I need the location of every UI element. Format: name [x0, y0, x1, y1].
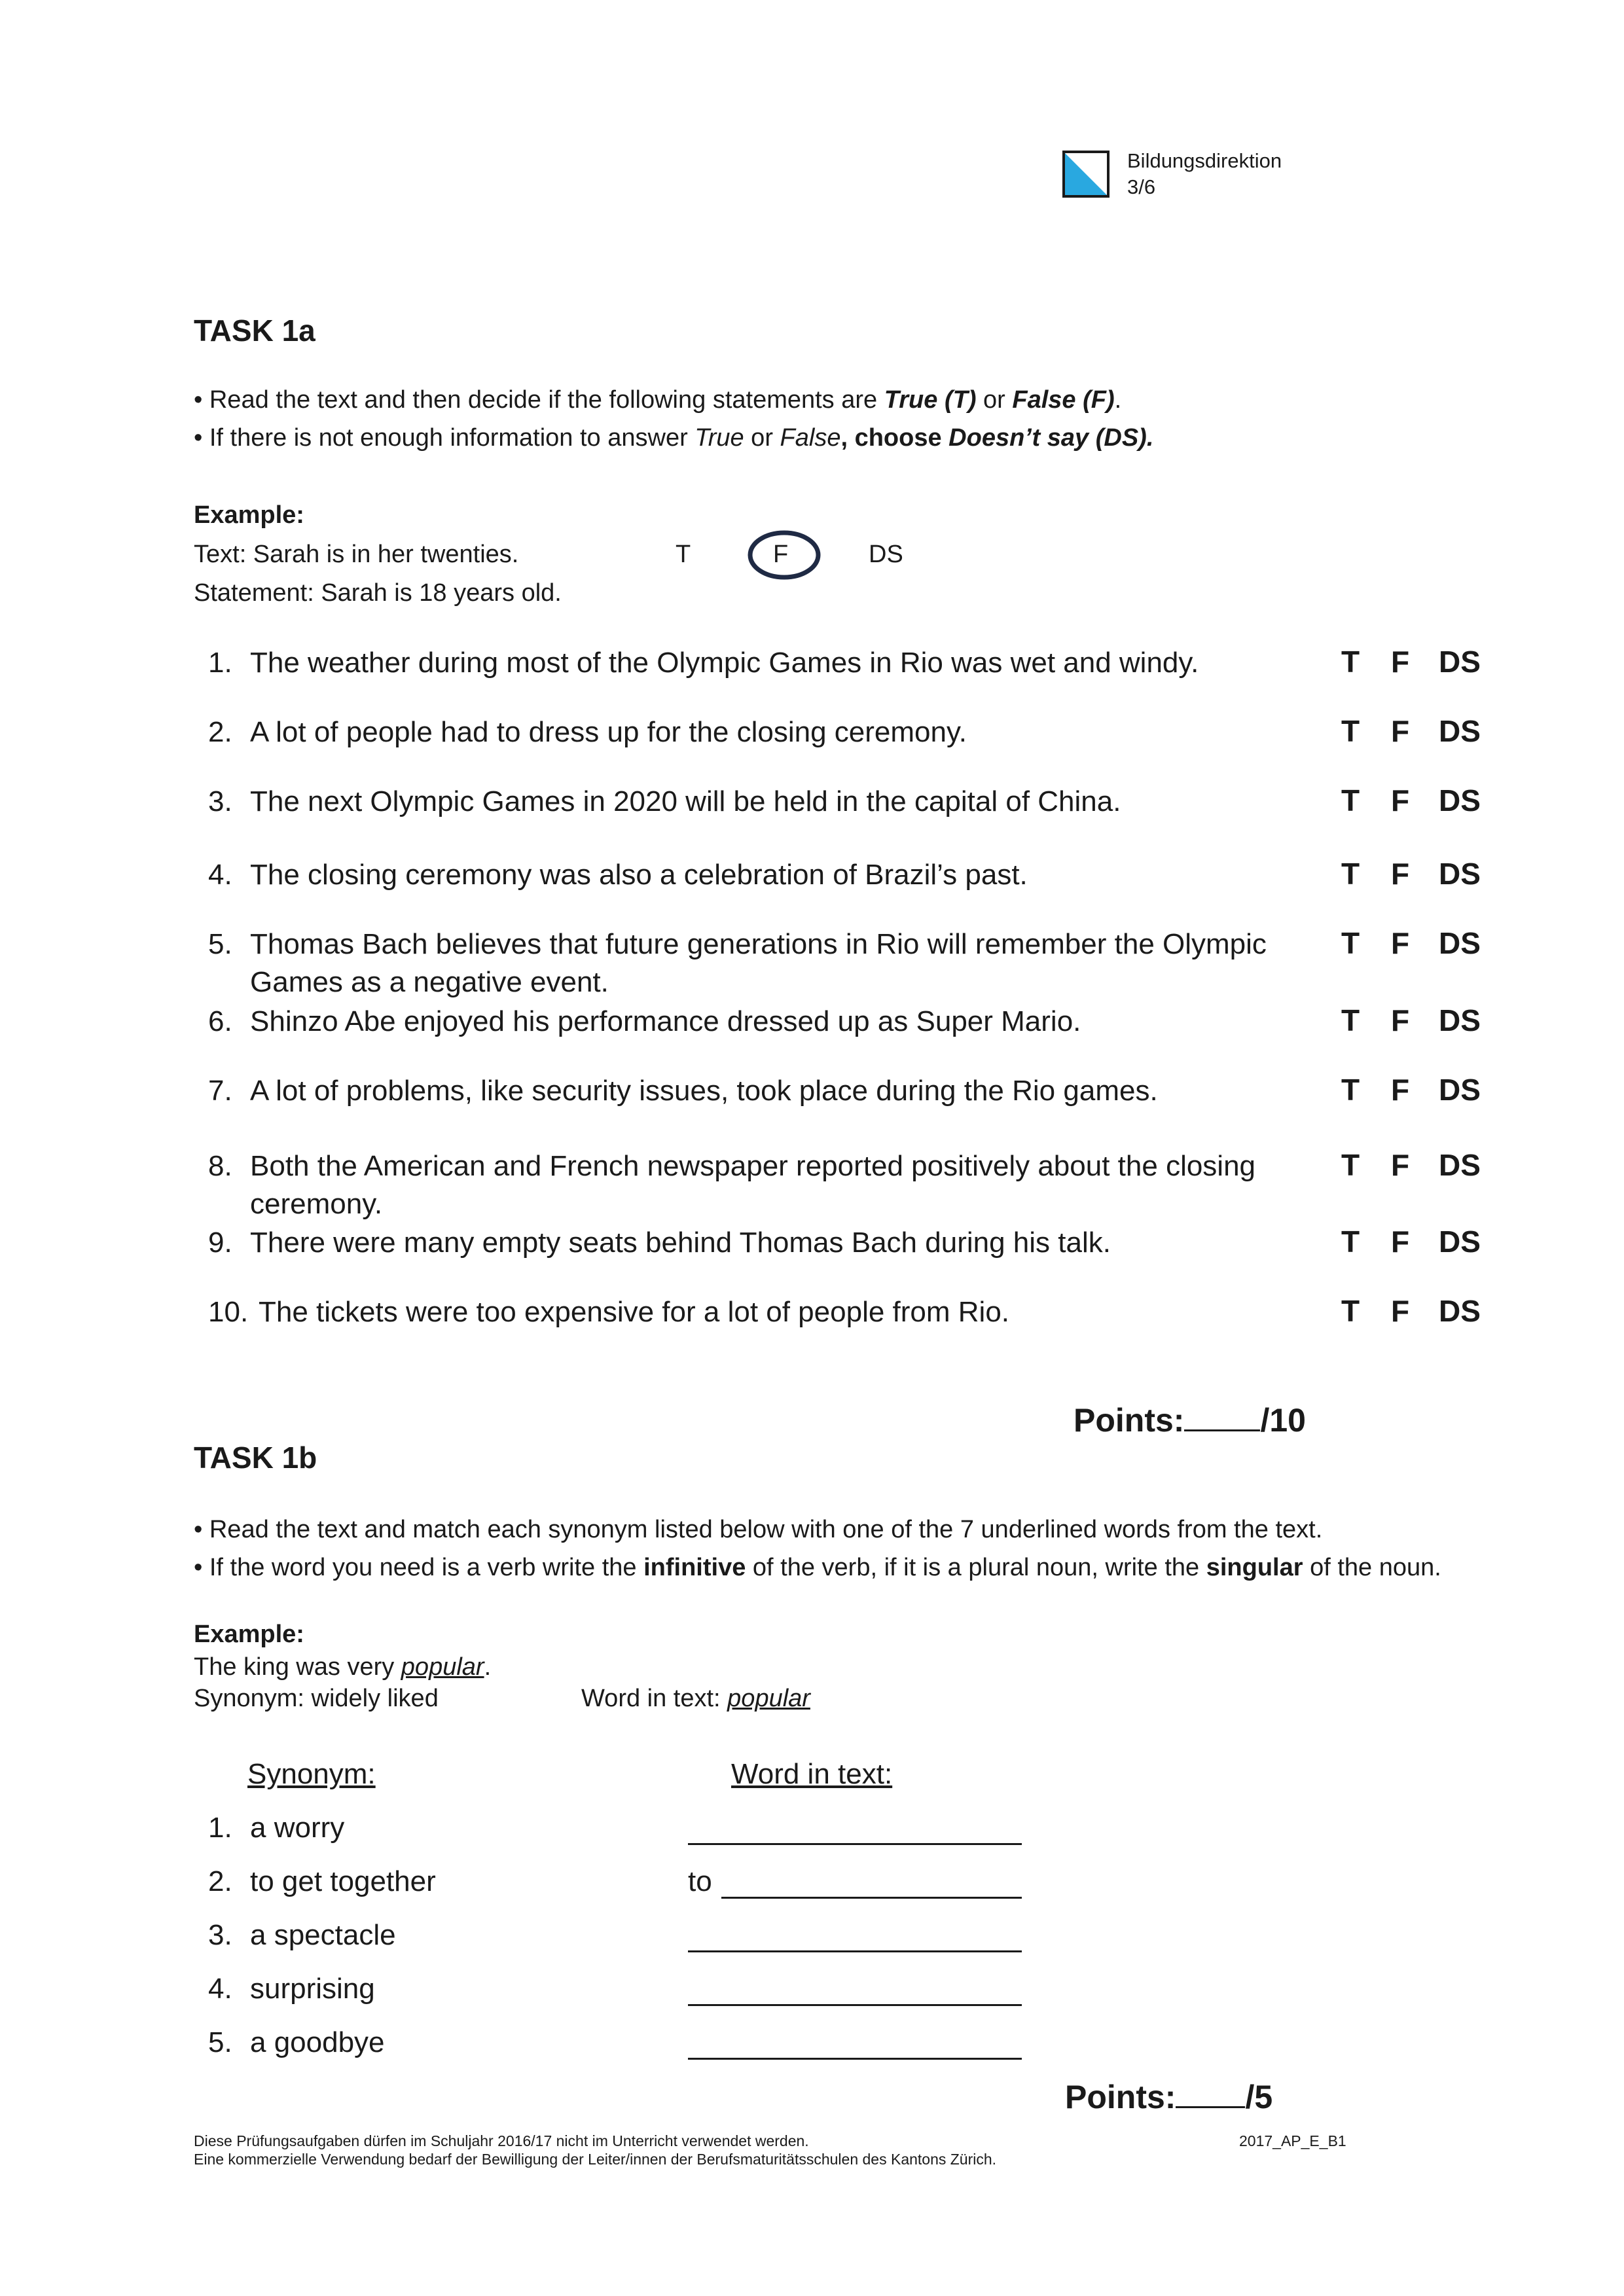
synonym-text: surprising: [250, 1973, 375, 2005]
answer-option-ds[interactable]: DS: [1439, 714, 1481, 748]
example-label: Example:: [194, 501, 304, 529]
example-option-t: T: [676, 541, 691, 568]
statement-number: 6.: [208, 1005, 232, 1037]
task-1b-example-synonym: Synonym: widely liked: [194, 1685, 439, 1712]
canton-zurich-logo: [1062, 151, 1110, 198]
synonym-text: a goodbye: [250, 2026, 385, 2058]
statement-text: The closing ceremony was also a celebration of Brazil’s past.: [250, 859, 1028, 891]
statement-text: The next Olympic Games in 2020 will be held in the capital of China.: [250, 785, 1121, 817]
answer-option-t[interactable]: T: [1341, 1148, 1360, 1182]
task-1a-title: TASK 1a: [194, 314, 316, 348]
answer-option-ds[interactable]: DS: [1439, 783, 1481, 817]
footer-line-1: Diese Prüfungsaufgaben dürfen im Schuljahr 2016/17 nicht im Unterricht verwendet werden.: [194, 2132, 809, 2149]
synonym-text: to get together: [250, 1865, 436, 1897]
statement-text: Shinzo Abe enjoyed his performance dressed up as Super Mario.: [250, 1005, 1081, 1037]
synonym-number: 4.: [208, 1973, 232, 2005]
answer-blank[interactable]: [688, 1843, 1022, 1845]
answer-blank[interactable]: [688, 2058, 1022, 2060]
example-statement: Statement: Sarah is 18 years old.: [194, 579, 562, 607]
example-answer-circle: [746, 529, 822, 581]
statement-text: A lot of problems, like security issues, took place during the Rio games.: [250, 1075, 1158, 1107]
statement-text-continued: Games as a negative event.: [250, 966, 609, 998]
synonym-text: a worry: [250, 1812, 345, 1844]
task-1a-points: Points: /10: [1074, 1402, 1306, 1439]
answer-option-f[interactable]: F: [1391, 783, 1410, 817]
answer-option-t[interactable]: T: [1341, 926, 1360, 960]
answer-option-t[interactable]: T: [1341, 1225, 1360, 1259]
answer-option-ds[interactable]: DS: [1439, 1148, 1481, 1182]
statement-text: The weather during most of the Olympic Games in Rio was wet and windy.: [250, 647, 1199, 679]
synonym-text: a spectacle: [250, 1919, 396, 1951]
answer-option-f[interactable]: F: [1391, 857, 1410, 891]
answer-option-ds[interactable]: DS: [1439, 1225, 1481, 1259]
task-1b-instruction-1: • Read the text and match each synonym listed below with one of the 7 underlined words from the text.: [194, 1516, 1323, 1543]
answer-option-ds[interactable]: DS: [1439, 857, 1481, 891]
answer-blank[interactable]: [688, 2004, 1022, 2006]
footer-line-2: Eine kommerzielle Verwendung bedarf der Bewilligung der Leiter/innen der Berufsmaturitätsschulen des Kantons Zürich.: [194, 2151, 997, 2168]
statement-text: The tickets were too expensive for a lot of people from Rio.: [259, 1296, 1010, 1328]
answer-option-f[interactable]: F: [1391, 645, 1410, 679]
column-header-synonym: Synonym:: [247, 1758, 376, 1790]
footer-code: 2017_AP_E_B1: [1239, 2132, 1346, 2149]
synonym-number: 1.: [208, 1812, 232, 1844]
task-1b-example-word: Word in text: popular: [581, 1685, 810, 1712]
task-1b-example-sentence: The king was very popular.: [194, 1653, 492, 1681]
synonym-number: 2.: [208, 1865, 232, 1897]
header-page-number: 3/6: [1127, 175, 1156, 198]
statement-number: 9.: [208, 1227, 232, 1259]
answer-option-t[interactable]: T: [1341, 1003, 1360, 1037]
answer-option-f[interactable]: F: [1391, 1294, 1410, 1328]
answer-option-t[interactable]: T: [1341, 645, 1360, 679]
answer-option-f[interactable]: F: [1391, 1073, 1410, 1107]
example-text: Text: Sarah is in her twenties.: [194, 541, 519, 568]
answer-option-ds[interactable]: DS: [1439, 1003, 1481, 1037]
statement-text: Both the American and French newspaper reported positively about the closing: [250, 1150, 1256, 1182]
header-org: Bildungsdirektion: [1127, 149, 1282, 172]
answer-option-t[interactable]: T: [1341, 857, 1360, 891]
synonym-number: 3.: [208, 1919, 232, 1951]
example-option-ds: DS: [869, 541, 903, 568]
answer-option-f[interactable]: F: [1391, 1148, 1410, 1182]
answer-option-ds[interactable]: DS: [1439, 1294, 1481, 1328]
answer-option-ds[interactable]: DS: [1439, 1073, 1481, 1107]
example-option-f: F: [773, 541, 789, 568]
answer-option-ds[interactable]: DS: [1439, 645, 1481, 679]
answer-blank[interactable]: [721, 1897, 1022, 1899]
statement-text: Thomas Bach believes that future generations in Rio will remember the Olympic: [250, 928, 1267, 960]
answer-option-t[interactable]: T: [1341, 783, 1360, 817]
statement-text: There were many empty seats behind Thomas Bach during his talk.: [250, 1227, 1111, 1259]
answer-option-f[interactable]: F: [1391, 926, 1410, 960]
synonym-number: 5.: [208, 2026, 232, 2058]
task-1a-instruction-2: • If there is not enough information to answer True or False, choose Doesn’t say (DS).: [194, 424, 1154, 452]
statement-text: A lot of people had to dress up for the closing ceremony.: [250, 716, 967, 748]
task-1b-points-blank[interactable]: [1176, 2077, 1245, 2108]
statement-number: 2.: [208, 716, 232, 748]
answer-option-ds[interactable]: DS: [1439, 926, 1481, 960]
statement-number: 3.: [208, 785, 232, 817]
statement-number: 4.: [208, 859, 232, 891]
task-1b-example-label: Example:: [194, 1621, 304, 1648]
answer-option-f[interactable]: F: [1391, 1003, 1410, 1037]
task-1b-title: TASK 1b: [194, 1441, 317, 1475]
answer-blank[interactable]: [688, 1950, 1022, 1952]
statement-number: 10.: [208, 1296, 249, 1328]
statement-number: 7.: [208, 1075, 232, 1107]
statement-number: 8.: [208, 1150, 232, 1182]
statement-text-continued: ceremony.: [250, 1188, 383, 1220]
answer-option-t[interactable]: T: [1341, 714, 1360, 748]
task-1b-instruction-2: • If the word you need is a verb write the infinitive of the verb, if it is a plural noun, write the singular of the noun.: [194, 1554, 1441, 1581]
statement-number: 5.: [208, 928, 232, 960]
answer-option-f[interactable]: F: [1391, 1225, 1410, 1259]
answer-option-t[interactable]: T: [1341, 1073, 1360, 1107]
statement-number: 1.: [208, 647, 232, 679]
answer-option-f[interactable]: F: [1391, 714, 1410, 748]
column-header-word-in-text: Word in text:: [731, 1758, 893, 1790]
answer-option-t[interactable]: T: [1341, 1294, 1360, 1328]
answer-prefix: to: [688, 1865, 712, 1897]
task-1b-points: Points: /5: [1065, 2079, 1273, 2115]
task-1a-instruction-1: • Read the text and then decide if the following statements are True (T) or False (F).: [194, 386, 1122, 414]
task-1a-points-blank[interactable]: [1184, 1401, 1260, 1431]
